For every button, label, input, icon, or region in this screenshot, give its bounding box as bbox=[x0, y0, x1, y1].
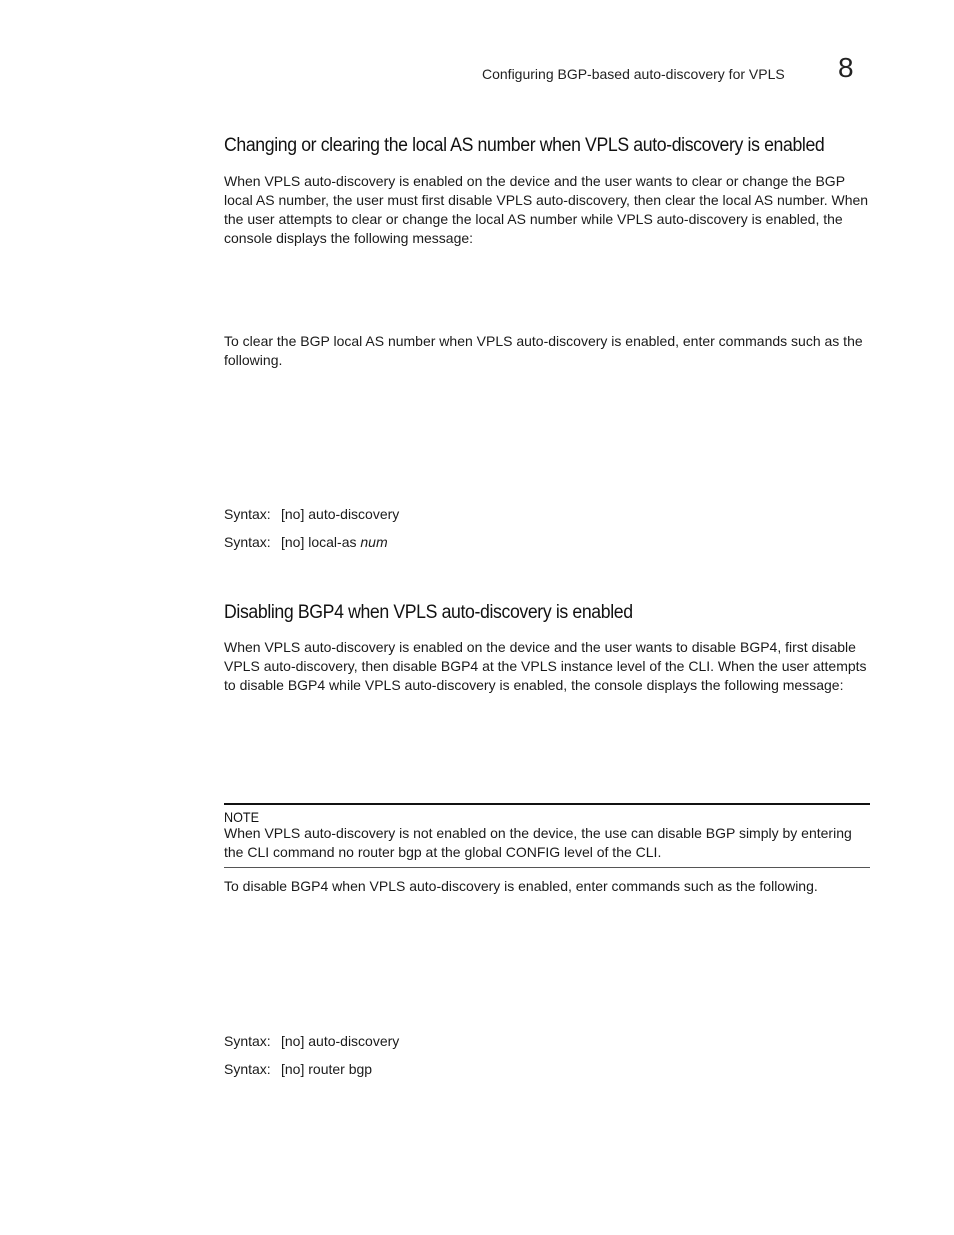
running-head-title: Configuring BGP-based auto-discovery for VPLS bbox=[482, 66, 785, 82]
note-bottom-rule bbox=[224, 867, 870, 868]
paragraph-disable-bgp4-commands: To disable BGP4 when VPLS auto-discovery is enabled, enter commands such as the following. bbox=[224, 878, 818, 894]
syntax-label: Syntax: bbox=[224, 506, 271, 522]
syntax-label: Syntax: bbox=[224, 1033, 271, 1049]
chapter-number: 8 bbox=[838, 52, 854, 83]
syntax-command: [no] auto-discovery bbox=[281, 1033, 400, 1049]
syntax-line-auto-discovery bbox=[224, 505, 399, 523]
syntax-command: [no] auto-discovery bbox=[281, 506, 400, 522]
paragraph-disable-bgp4-intro: When VPLS auto-discovery is enabled on the device and the user wants to disable BGP4, first disable VPLS auto-discovery, then disable BGP4 at the VPLS instance level of the CLI. When the user attempts to disable BGP4 while VPLS auto-discovery is enabled, the console displays the following message: bbox=[224, 639, 867, 693]
syntax-line-router-bgp bbox=[224, 1060, 372, 1078]
section-heading-disable-bgp4: Disabling BGP4 when VPLS auto-discovery is enabled bbox=[224, 602, 633, 623]
paragraph-local-as-commands: To clear the BGP local AS number when VPLS auto-discovery is enabled, enter commands such as the following. bbox=[224, 333, 863, 368]
syntax-command: [no] local-as bbox=[281, 534, 357, 550]
syntax-parameter: num bbox=[360, 534, 388, 550]
note-top-rule bbox=[224, 803, 870, 805]
syntax-line-local-as bbox=[224, 533, 388, 551]
section-heading-local-as: Changing or clearing the local AS number when VPLS auto-discovery is enabled bbox=[224, 135, 825, 156]
note-heading: NOTE bbox=[224, 809, 260, 825]
note-text: When VPLS auto-discovery is not enabled on the device, the use can disable BGP simply by entering the CLI command no router bgp at the global CONFIG level of the CLI. bbox=[224, 825, 852, 860]
syntax-label: Syntax: bbox=[224, 534, 271, 550]
syntax-command: [no] router bgp bbox=[281, 1061, 373, 1077]
paragraph-local-as-intro: When VPLS auto-discovery is enabled on the device and the user wants to clear or change the BGP local AS number, the user must first disable VPLS auto-discovery, then clear the local AS number. When the user attempts to clear or change the local AS number while VPLS auto-discovery is enabled, the console displays the following message: bbox=[224, 173, 869, 246]
syntax-label: Syntax: bbox=[224, 1061, 271, 1077]
syntax-line-auto-discovery-2 bbox=[224, 1032, 399, 1050]
